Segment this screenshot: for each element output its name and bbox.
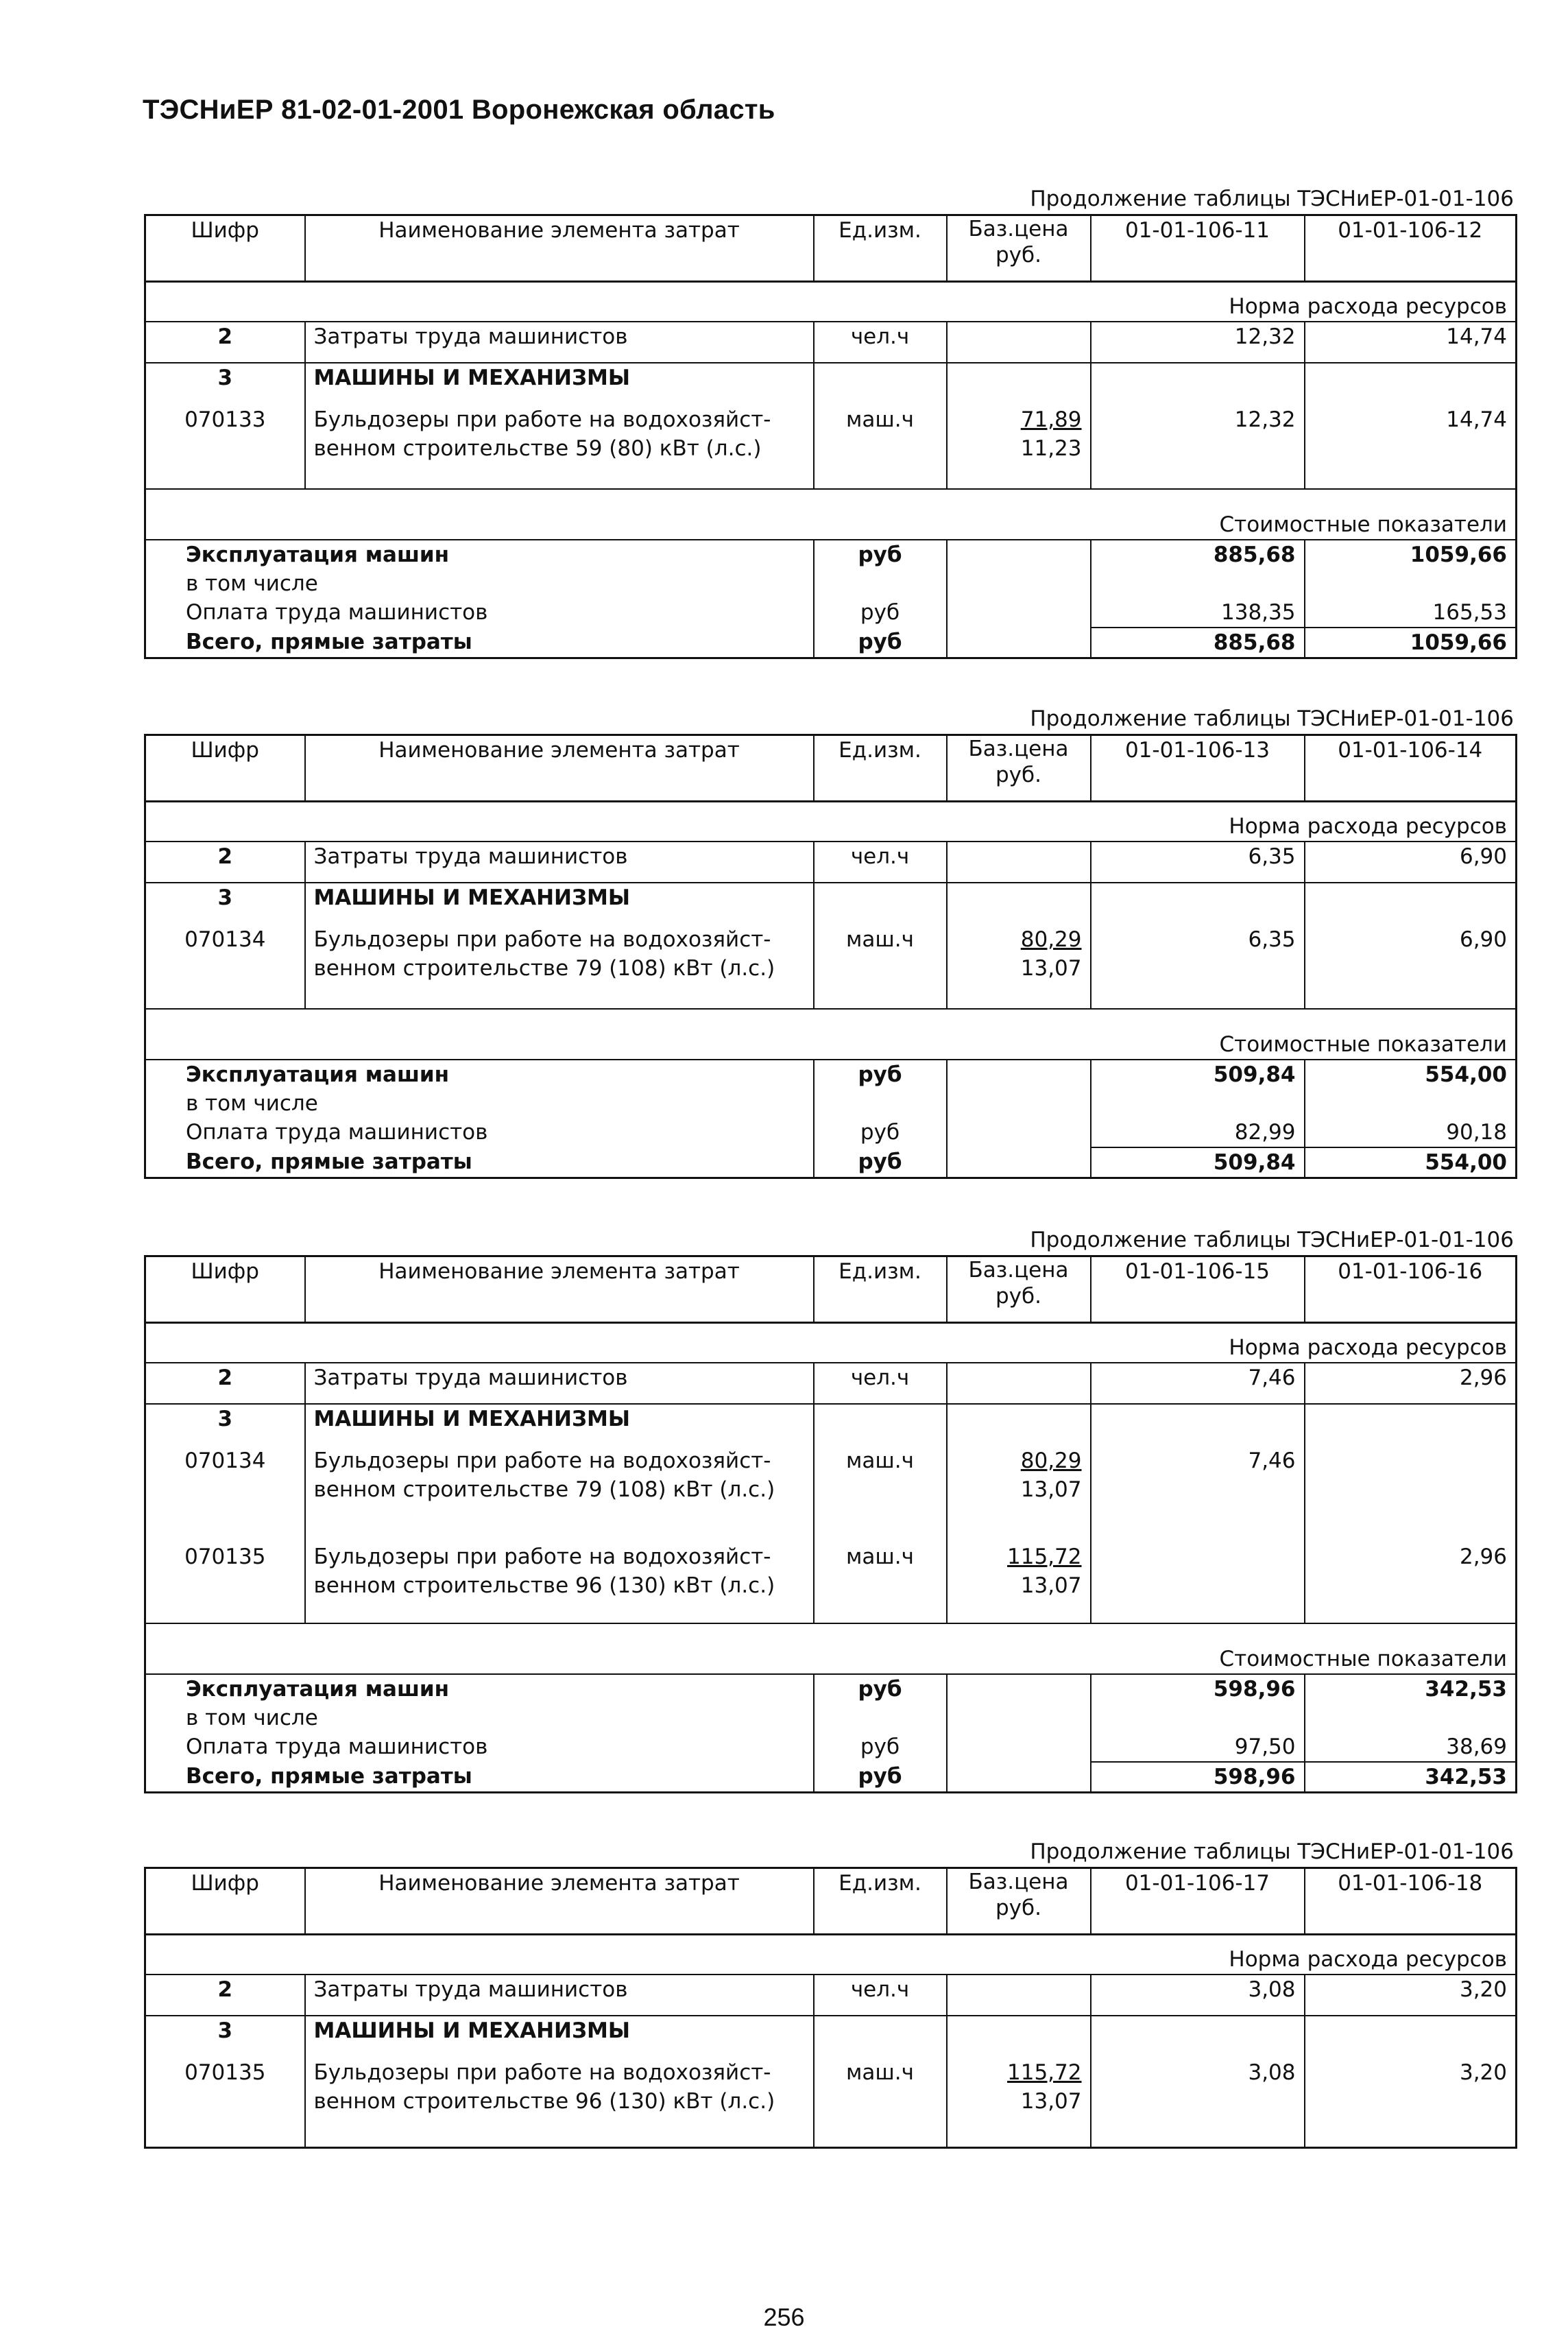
norm-label: Норма расхода ресурсов xyxy=(145,812,1517,842)
operation-value-1: 885,68 xyxy=(1091,540,1305,569)
header-price-line1: Баз.цена xyxy=(968,1870,1069,1894)
machine-unit: маш.ч xyxy=(814,2058,947,2147)
header-unit: Ед.изм. xyxy=(814,1256,947,1323)
table-block-3 xyxy=(144,1225,1515,1793)
machine-price-wage: 13,07 xyxy=(1020,956,1082,981)
header-col1: 01-01-106-17 xyxy=(1091,1868,1305,1935)
norm-label: Норма расхода ресурсов xyxy=(145,1945,1517,1975)
total-label: Всего, прямые затраты xyxy=(186,630,472,654)
total-value-2: 1059,66 xyxy=(1305,628,1517,658)
header-col1: 01-01-106-11 xyxy=(1091,215,1305,282)
machine-name-line1: Бульдозеры при работе на водохозяйст- xyxy=(313,927,771,952)
machine-value-2 xyxy=(1305,1446,1517,1542)
header-price xyxy=(947,1256,1091,1323)
header-unit: Ед.изм. xyxy=(814,1868,947,1935)
machine-code: 070135 xyxy=(184,2060,266,2085)
header-col1: 01-01-106-15 xyxy=(1091,1256,1305,1323)
table-block-2 xyxy=(144,704,1515,1179)
machine-name-line1: Бульдозеры при работе на водохозяйст- xyxy=(313,1544,771,1569)
machine-price-base: 115,72 xyxy=(1007,2060,1082,2085)
header-unit: Ед.изм. xyxy=(814,215,947,282)
machine-price xyxy=(947,405,1091,489)
labor-unit: чел.ч xyxy=(814,1975,947,2016)
machine-price xyxy=(947,925,1091,1009)
norm-label: Норма расхода ресурсов xyxy=(145,1333,1517,1363)
header-price-line2: руб. xyxy=(996,1896,1041,1920)
labor-code: 2 xyxy=(217,1365,233,1390)
machine-name-line2: венном строительстве 96 (130) кВт (л.с.) xyxy=(313,1573,775,1598)
header-price xyxy=(947,735,1091,802)
total-unit: руб xyxy=(814,628,947,658)
header-price-line1: Баз.цена xyxy=(968,1258,1069,1283)
continuation-caption: Продолжение таблицы ТЭСНиЕР-01-01-106 xyxy=(1030,187,1514,211)
wages-value-1: 138,35 xyxy=(1091,598,1305,628)
machine-name-line1: Бульдозеры при работе на водохозяйст- xyxy=(313,407,771,432)
continuation-caption: Продолжение таблицы ТЭСНиЕР-01-01-106 xyxy=(1030,1228,1514,1252)
machine-value-1: 3,08 xyxy=(1091,2058,1305,2147)
machine-code: 070134 xyxy=(184,927,266,952)
labor-value-2: 6,90 xyxy=(1305,842,1517,883)
header-name: Наименование элемента затрат xyxy=(305,1868,814,1935)
header-col1: 01-01-106-13 xyxy=(1091,735,1305,802)
operation-label: Эксплуатация машин xyxy=(186,542,450,567)
header-col2: 01-01-106-12 xyxy=(1305,215,1517,282)
labor-name: Затраты труда машинистов xyxy=(305,1363,814,1404)
header-shifr: Шифр xyxy=(145,735,305,802)
machine-unit: маш.ч xyxy=(814,925,947,1009)
machine-name xyxy=(305,1542,814,1623)
header-name: Наименование элемента затрат xyxy=(305,735,814,802)
machines-heading: МАШИНЫ И МЕХАНИЗМЫ xyxy=(305,1404,814,1446)
labor-unit: чел.ч xyxy=(814,322,947,363)
machine-price xyxy=(947,1446,1091,1542)
header-shifr: Шифр xyxy=(145,1868,305,1935)
machine-price xyxy=(947,2058,1091,2147)
machine-name-line2: венном строительстве 79 (108) кВт (л.с.) xyxy=(313,956,775,981)
page-title: ТЭСНиЕР 81-02-01-2001 Воронежская область xyxy=(143,95,775,125)
wages-value-1: 97,50 xyxy=(1091,1732,1305,1762)
total-unit: руб xyxy=(814,1762,947,1793)
resource-table xyxy=(144,214,1517,659)
machine-name xyxy=(305,1446,814,1542)
header-price-line2: руб. xyxy=(996,1284,1041,1309)
machines-heading: МАШИНЫ И МЕХАНИЗМЫ xyxy=(305,363,814,405)
cost-label: Стоимостные показатели xyxy=(145,510,1517,540)
total-label: Всего, прямые затраты xyxy=(186,1149,472,1174)
header-col2: 01-01-106-18 xyxy=(1305,1868,1517,1935)
header-name: Наименование элемента затрат xyxy=(305,1256,814,1323)
resource-table xyxy=(144,1255,1517,1793)
header-price xyxy=(947,215,1091,282)
header-col2: 01-01-106-14 xyxy=(1305,735,1517,802)
total-value-1: 598,96 xyxy=(1091,1762,1305,1793)
machine-unit: маш.ч xyxy=(814,1542,947,1623)
wages-unit: руб xyxy=(814,1732,947,1762)
header-price-line1: Баз.цена xyxy=(968,217,1069,241)
incl-label: в том числе xyxy=(186,1091,318,1116)
incl-label: в том числе xyxy=(186,1706,318,1730)
header-price xyxy=(947,1868,1091,1935)
header-name: Наименование элемента затрат xyxy=(305,215,814,282)
machine-name-line1: Бульдозеры при работе на водохозяйст- xyxy=(313,2060,771,2085)
wages-value-1: 82,99 xyxy=(1091,1118,1305,1147)
total-value-2: 554,00 xyxy=(1305,1147,1517,1178)
machine-name xyxy=(305,2058,814,2147)
machine-price-base: 71,89 xyxy=(1020,407,1082,432)
header-price-line2: руб. xyxy=(996,243,1041,267)
machine-value-2: 2,96 xyxy=(1305,1542,1517,1623)
machine-code: 070134 xyxy=(184,1448,266,1473)
labor-name: Затраты труда машинистов xyxy=(305,842,814,883)
wages-value-2: 90,18 xyxy=(1305,1118,1517,1147)
machines-code: 3 xyxy=(145,1404,305,1446)
labor-value-1: 12,32 xyxy=(1091,322,1305,363)
machine-value-2: 3,20 xyxy=(1305,2058,1517,2147)
labor-value-1: 7,46 xyxy=(1091,1363,1305,1404)
machine-code: 070135 xyxy=(184,1544,266,1569)
wages-value-2: 165,53 xyxy=(1305,598,1517,628)
machine-price-base: 80,29 xyxy=(1020,1448,1082,1473)
wages-label: Оплата труда машинистов xyxy=(186,1120,488,1145)
machine-price-wage: 11,23 xyxy=(1020,436,1082,461)
machine-value-1 xyxy=(1091,1542,1305,1623)
machine-name-line2: венном строительстве 59 (80) кВт (л.с.) xyxy=(313,436,762,461)
header-col2: 01-01-106-16 xyxy=(1305,1256,1517,1323)
machines-code: 3 xyxy=(145,883,305,925)
continuation-caption: Продолжение таблицы ТЭСНиЕР-01-01-106 xyxy=(1030,1839,1514,1864)
labor-value-2: 3,20 xyxy=(1305,1975,1517,2016)
operation-value-2: 1059,66 xyxy=(1305,540,1517,569)
operation-value-1: 598,96 xyxy=(1091,1674,1305,1704)
resource-table xyxy=(144,734,1517,1179)
wages-label: Оплата труда машинистов xyxy=(186,600,488,625)
machine-name xyxy=(305,405,814,489)
labor-value-2: 14,74 xyxy=(1305,322,1517,363)
cost-label: Стоимостные показатели xyxy=(145,1030,1517,1060)
machine-price-wage: 13,07 xyxy=(1020,1573,1082,1598)
total-unit: руб xyxy=(814,1147,947,1178)
continuation-caption: Продолжение таблицы ТЭСНиЕР-01-01-106 xyxy=(1030,706,1514,731)
machines-code: 3 xyxy=(145,2016,305,2058)
labor-name: Затраты труда машинистов xyxy=(305,1975,814,2016)
operation-unit: руб xyxy=(814,1060,947,1089)
incl-label: в том числе xyxy=(186,571,318,596)
machine-value-1: 6,35 xyxy=(1091,925,1305,1009)
page-number: 256 xyxy=(763,2303,805,2331)
total-value-1: 509,84 xyxy=(1091,1147,1305,1178)
machine-price-base: 80,29 xyxy=(1020,927,1082,952)
labor-value-2: 2,96 xyxy=(1305,1363,1517,1404)
table-block-4 xyxy=(144,1837,1515,2149)
total-value-1: 885,68 xyxy=(1091,628,1305,658)
machine-value-2: 14,74 xyxy=(1305,405,1517,489)
labor-code: 2 xyxy=(217,1977,233,2002)
operation-value-2: 342,53 xyxy=(1305,1674,1517,1704)
machine-unit: маш.ч xyxy=(814,1446,947,1542)
wages-value-2: 38,69 xyxy=(1305,1732,1517,1762)
wages-unit: руб xyxy=(814,1118,947,1147)
resource-table xyxy=(144,1867,1517,2149)
cost-label: Стоимостные показатели xyxy=(145,1645,1517,1674)
wages-label: Оплата труда машинистов xyxy=(186,1734,488,1759)
total-value-2: 342,53 xyxy=(1305,1762,1517,1793)
operation-value-1: 509,84 xyxy=(1091,1060,1305,1089)
operation-value-2: 554,00 xyxy=(1305,1060,1517,1089)
machine-price-wage: 13,07 xyxy=(1020,1477,1082,1502)
labor-code: 2 xyxy=(217,844,233,869)
machine-name-line1: Бульдозеры при работе на водохозяйст- xyxy=(313,1448,771,1473)
table-block-1 xyxy=(144,184,1515,659)
wages-unit: руб xyxy=(814,598,947,628)
operation-label: Эксплуатация машин xyxy=(186,1677,450,1702)
labor-unit: чел.ч xyxy=(814,842,947,883)
machine-code: 070133 xyxy=(184,407,266,432)
labor-value-1: 3,08 xyxy=(1091,1975,1305,2016)
machine-name-line2: венном строительстве 79 (108) кВт (л.с.) xyxy=(313,1477,775,1502)
operation-unit: руб xyxy=(814,1674,947,1704)
header-shifr: Шифр xyxy=(145,1256,305,1323)
operation-label: Эксплуатация машин xyxy=(186,1062,450,1087)
labor-unit: чел.ч xyxy=(814,1363,947,1404)
operation-unit: руб xyxy=(814,540,947,569)
machines-heading: МАШИНЫ И МЕХАНИЗМЫ xyxy=(305,883,814,925)
machine-name-line2: венном строительстве 96 (130) кВт (л.с.) xyxy=(313,2089,775,2114)
header-price-line2: руб. xyxy=(996,763,1041,787)
machines-code: 3 xyxy=(145,363,305,405)
machine-name xyxy=(305,925,814,1009)
labor-code: 2 xyxy=(217,324,233,349)
machine-value-2: 6,90 xyxy=(1305,925,1517,1009)
machine-price xyxy=(947,1542,1091,1623)
machine-price-base: 115,72 xyxy=(1007,1544,1082,1569)
machine-value-1: 7,46 xyxy=(1091,1446,1305,1542)
machines-heading: МАШИНЫ И МЕХАНИЗМЫ xyxy=(305,2016,814,2058)
machine-price-wage: 13,07 xyxy=(1020,2089,1082,2114)
machine-value-1: 12,32 xyxy=(1091,405,1305,489)
header-shifr: Шифр xyxy=(145,215,305,282)
machine-unit: маш.ч xyxy=(814,405,947,489)
norm-label: Норма расхода ресурсов xyxy=(145,292,1517,322)
labor-name: Затраты труда машинистов xyxy=(305,322,814,363)
total-label: Всего, прямые затраты xyxy=(186,1764,472,1789)
header-unit: Ед.изм. xyxy=(814,735,947,802)
header-price-line1: Баз.цена xyxy=(968,737,1069,761)
labor-value-1: 6,35 xyxy=(1091,842,1305,883)
